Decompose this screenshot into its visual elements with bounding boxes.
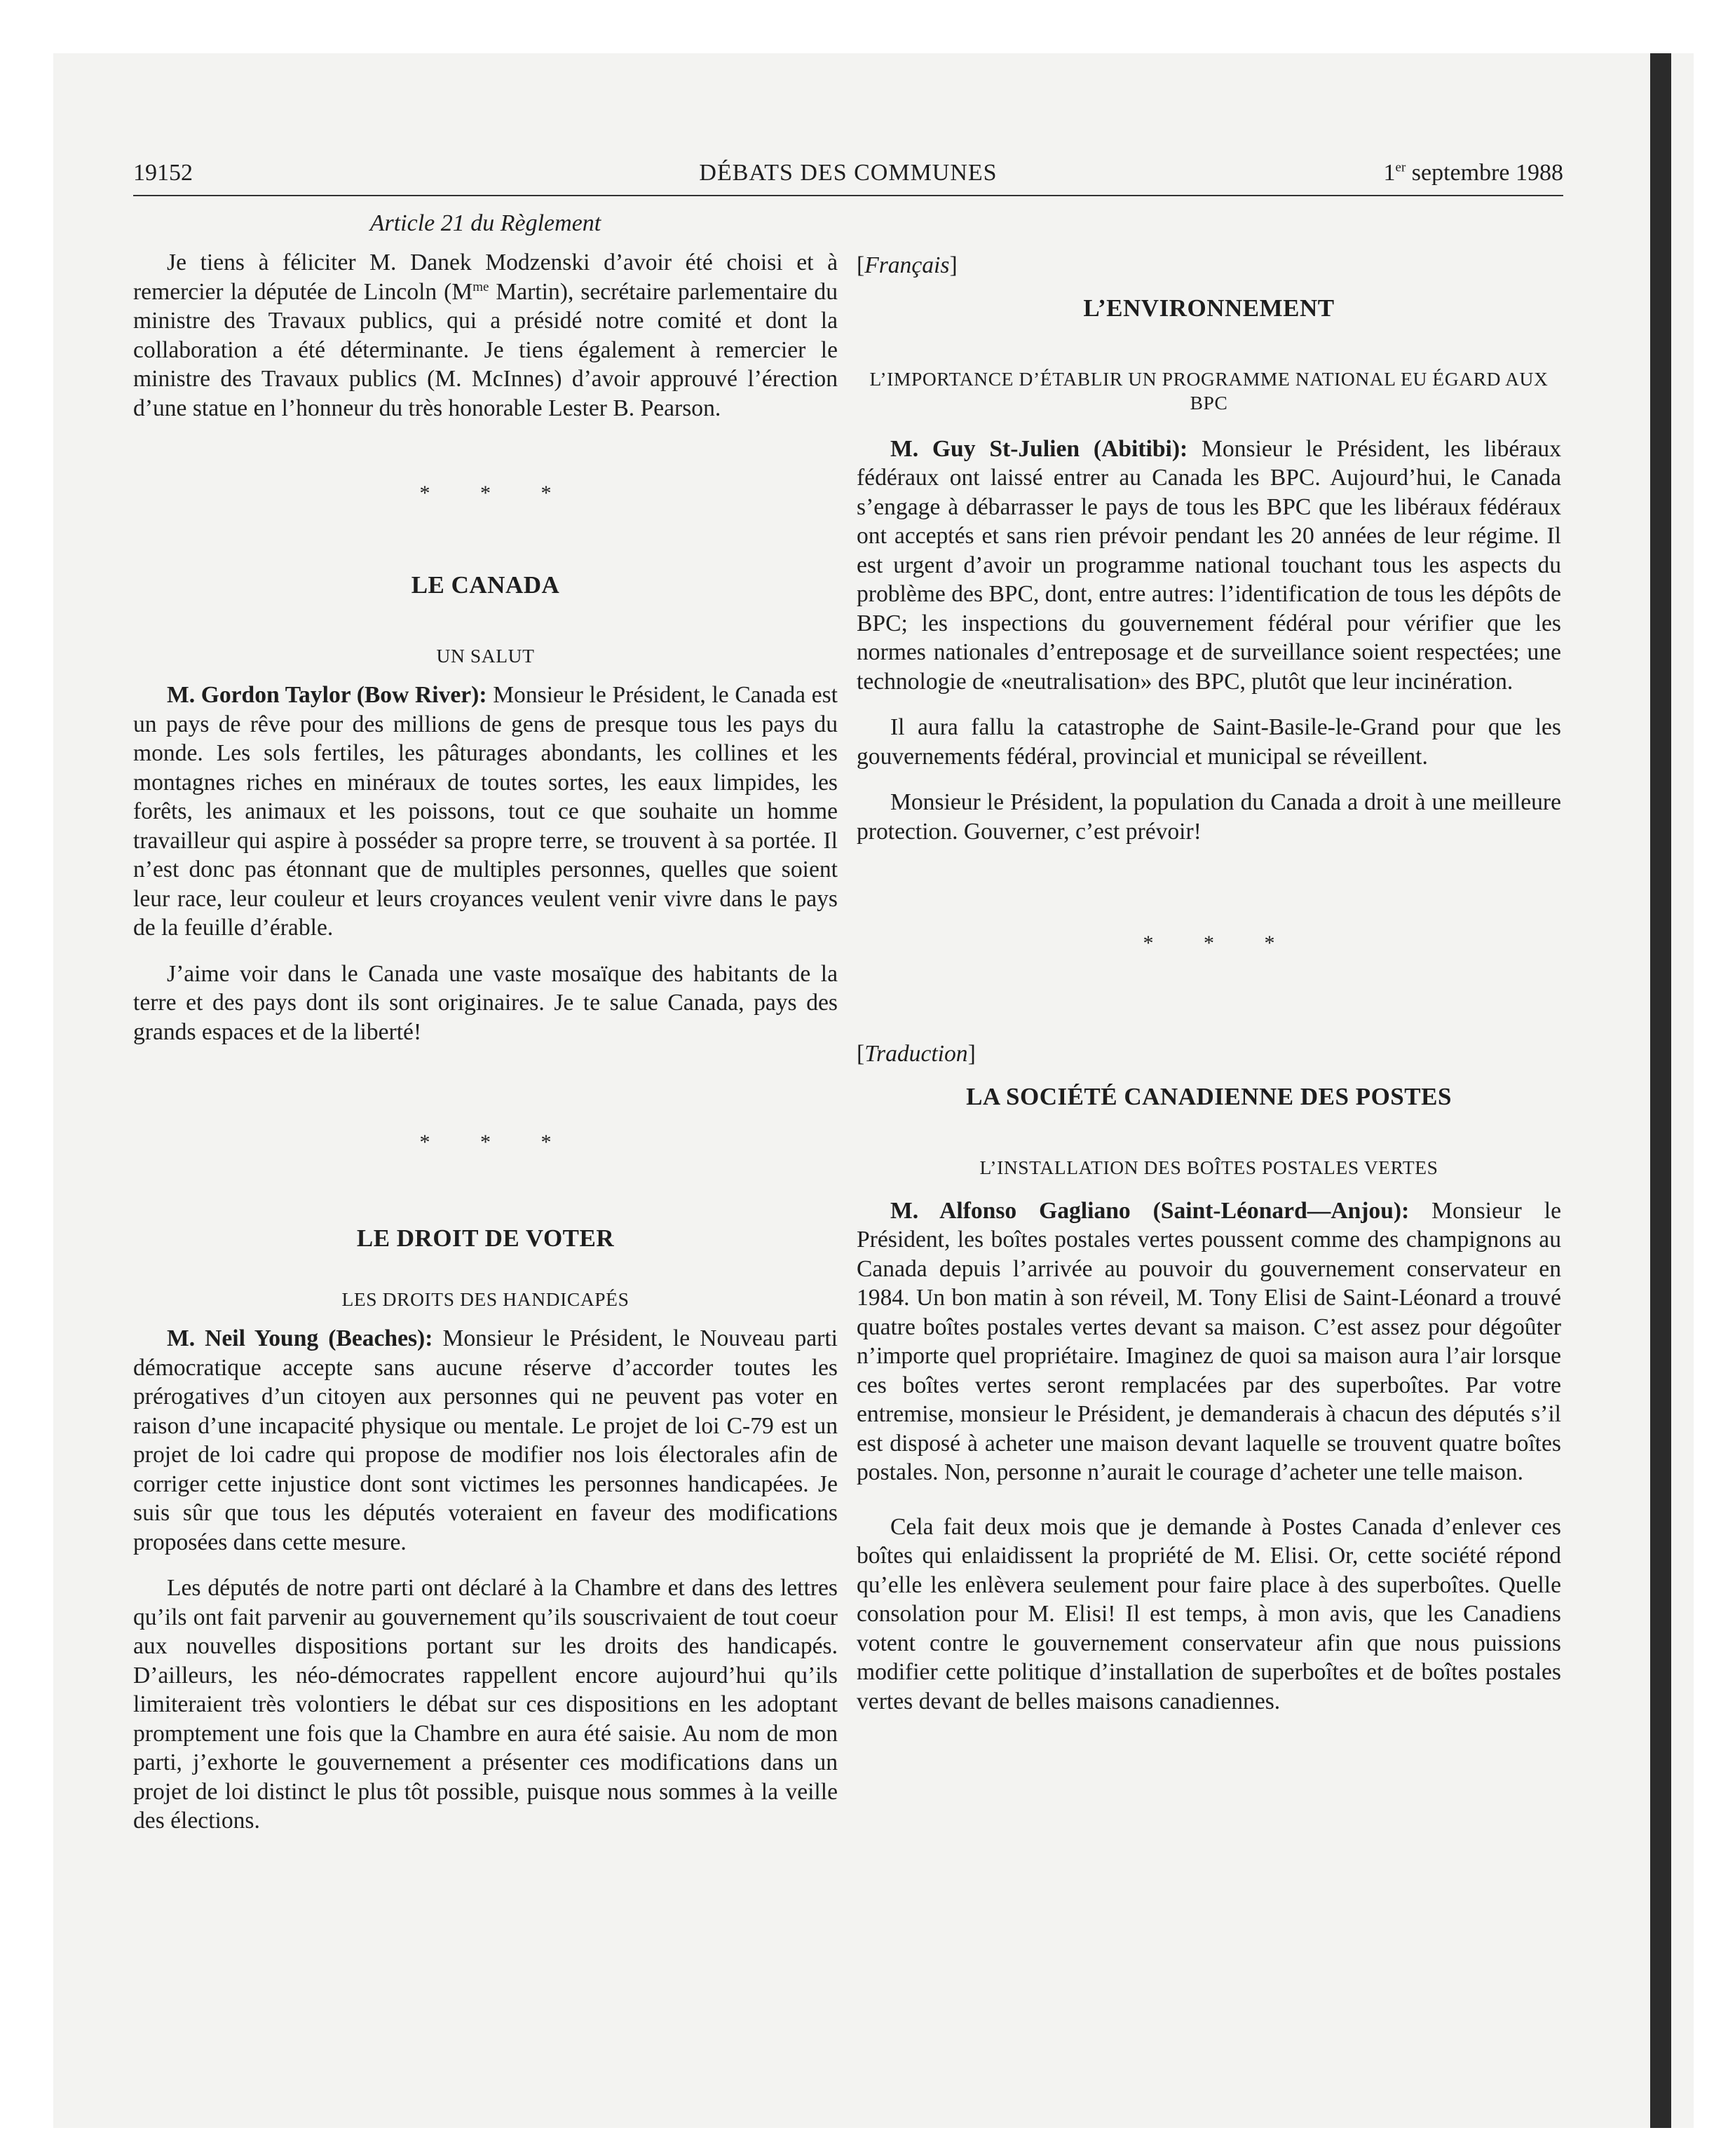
speech-stjulien-p1: M. Guy St-Julien (Abitibi): Monsieur le Président, les libéraux fédéraux ont laissé entrer au Canada les BPC. Aujourd’hui, le Canada s’engage à débarrasser le pays de tous les BPC que les libéraux fédéraux ont acceptés et sans rien prévoir pendant les 20 années de leur régime. Il est urgent d’avoir un programme national touchant tous les aspects du problème des BPC, dont, entre autres: l’identification de tous les dépôts de BPC; les inspections du gouvernement fédéral pour vérifier que les normes nationales d’entreposage et de surveillance soient respectées; une technologie de «neutralisation» des BPC, plutôt que leur incinération. (857, 435, 1561, 695)
speaker-gagliano: M. Alfonso Gagliano (Saint-Léonard—Anjou): (890, 1197, 1410, 1224)
speaker-taylor: M. Gordon Taylor (Bow River): (167, 682, 487, 708)
header-date: 1er septembre 1988 (1383, 160, 1563, 186)
section-separator: * * * (1143, 932, 1298, 955)
section-separator: * * * (419, 482, 574, 505)
speech-stjulien-p2: Il aura fallu la catastrophe de Saint-Basile-le-Grand pour que les gouvernements fédéral, provincial et municipal se réveillent. (857, 714, 1561, 770)
intro-paragraph: Je tiens à féliciter M. Danek Modzenski d’avoir été choisi et à remercier la députée de Lincoln ($M^{me}$ Martin), secrétaire parlementaire du ministre des Travaux publics, qui a présidé notre comité et dont la collaboration a été déterminante. Je tiens également à remercier le ministre des Travaux publics (M. McInnes) d’avoir approuvé l’érection d’une statue en l’honneur du très honorable Lester B. Pearson. (133, 250, 838, 421)
section-heading-canada: LE CANADA (411, 571, 560, 599)
left-column (133, 248, 838, 1836)
speaker-young: M. Neil Young (Beaches): (167, 1325, 433, 1351)
speech-stjulien-p3: Monsieur le Président, la population du Canada a droit à une meilleure protection. Gouverner, c’est prévoir! (857, 789, 1561, 845)
section-heading-environnement: L’ENVIRONNEMENT (1083, 294, 1335, 322)
section-subheading-boites: L’INSTALLATION DES BOÎTES POSTALES VERTES (979, 1156, 1438, 1178)
speech-taylor-p2: J’aime voir dans le Canada une vaste mosaïque des habitants de la terre et des pays dont ils sont originaires. Je te salue Canada, pays des grands espaces et de la liberté! (133, 960, 838, 1045)
speech-gagliano-p2: Cela fait deux mois que je demande à Postes Canada d’enlever ces boîtes qui enlaidissent la propriété de M. Elisi. Or, cette société répond qu’elle les enlèvera seulement pour faire place à des superboîtes. Quelle consolation pour M. Elisi! Il est temps, à mon avis, que les Canadiens votent contre le gouvernement conservateur afin que nous puissions modifier cette politique d’installation de superboîtes et de boîtes postales vertes devant de belles maisons canadiennes. (857, 1513, 1561, 1714)
section-subheading-bpc: L’IMPORTANCE D’ÉTABLIR UN PROGRAMME NATIONAL EU ÉGARD AUX BPC (869, 367, 1549, 414)
speech-gagliano-p1: M. Alfonso Gagliano (Saint-Léonard—Anjou): Monsieur le Président, les boîtes postales vertes poussent comme des champignons au Canada depuis l’arrivée au pouvoir du gouvernement conservateur en 1984. Un bon matin à son réveil, M. Tony Elisi de Saint-Léonard a trouvé quatre boîtes postales vertes devant sa maison. C’est assez pour dégoûter n’importe quel propriétaire. Imaginez de quoi sa maison aura l’air lorsque ces boîtes vertes seront remplacées par des superboîtes. Par votre entremise, monsieur le Président, je demanderais à chacun des députés s’il est disposé à acheter une maison devant laquelle se trouvent quatre boîtes postales. Non, personne n’aurait le courage d’acheter une telle maison. (857, 1197, 1561, 1485)
section-heading-droit-voter: LE DROIT DE VOTER (356, 1224, 615, 1252)
page-number: 19152 (133, 160, 193, 186)
speaker-stjulien: M. Guy St-Julien (Abitibi): (890, 435, 1188, 462)
page-header (133, 160, 1563, 196)
section-separator: * * * (419, 1131, 574, 1154)
running-title: Article 21 du Règlement (369, 210, 601, 236)
speech-taylor-p1: M. Gordon Taylor (Bow River): Monsieur le Président, le Canada est un pays de rêve pour des millions de gens de presque tous les pays du monde. Les sols fertiles, les pâturages abondants, les collines et les montagnes riches en minéraux de toutes sortes, les eaux limpides, les forêts, les animaux et les poissons, tout ce que souhaite un homme travailleur qui aspire à posséder sa propre terre, se trouvent à sa portée. Il n’est donc pas étonnant que de multiples personnes, quelles que soient leur race, leur couleur et leurs croyances veulent venir vivre dans le pays de la feuille d’érable. (133, 682, 838, 941)
journal-title: DÉBATS DES COMMUNES (699, 160, 998, 186)
speech-young-p1: M. Neil Young (Beaches): Monsieur le Président, le Nouveau parti démocratique accepte sans aucune réserve d’accorder toutes les prérogatives d’un citoyen aux personnes qui ne peuvent pas voter en raison d’une incapacité physique ou mentale. Le projet de loi C-79 est un projet de loi cadre qui propose de modifier nos lois électorales afin de corriger cette injustice dont sont victimes les personnes handicapées. Je suis sûr que tous les députés voteraient en faveur des modifications proposées dans cette mesure. (133, 1325, 838, 1555)
language-note-francais: [Français] (857, 252, 958, 278)
section-subheading-handicapes: LES DROITS DES HANDICAPÉS (341, 1288, 630, 1310)
language-note-traduction: [Traduction] (857, 1041, 976, 1067)
section-subheading-salut: UN SALUT (436, 645, 535, 667)
right-column (857, 248, 1561, 1716)
scan-edge-bar (1650, 53, 1671, 2128)
speech-young-p2: Les députés de notre parti ont déclaré à la Chambre et dans des lettres qu’ils ont fait parvenir au gouvernement qu’ils souscrivaient de tout coeur aux nouvelles dispositions portant sur les droits des handicapés. D’ailleurs, les néo-démocrates rappellent encore aujourd’hui qu’ils limiteraient très volontiers le débat sur ces dispositions en les adoptant promptement une fois que la Chambre en aura été saisie. Au nom de mon parti, j’exhorte le gouvernement a présenter ces modifications dans un projet de loi distinct le plus tôt possible, puisque nous sommes à la veille des élections. (133, 1575, 838, 1834)
section-heading-postes: LA SOCIÉTÉ CANADIENNE DES POSTES (966, 1082, 1452, 1110)
